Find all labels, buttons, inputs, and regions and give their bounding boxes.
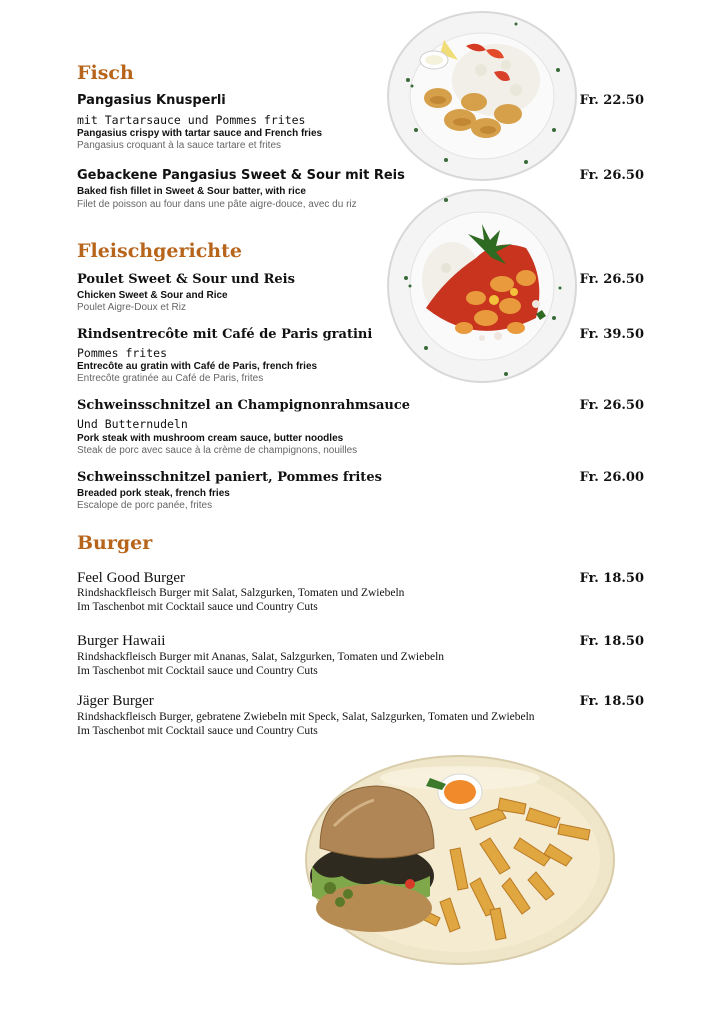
dish-price: Fr. 26.50 (579, 272, 644, 287)
burger-price: Fr. 18.50 (579, 571, 644, 586)
dish-desc-en: Pangasius crispy with tartar sauce and French fries (77, 128, 323, 139)
burger-desc: Rindshackfleisch Burger mit Salat, Salzgurken, Tomaten und Zwiebeln (77, 587, 405, 599)
dish-price: Fr. 26.00 (579, 470, 644, 485)
dish-desc-fr: Poulet Aigre-Doux et Riz (77, 302, 186, 313)
dish-desc-fr: Pangasius croquant à la sauce tartare et frites (77, 140, 282, 151)
dish-name: Gebackene Pangasius Sweet & Sour mit Reis (77, 168, 405, 183)
dish-desc-fr: Entrecôte gratinée au Café de Paris, frites (77, 373, 264, 384)
burger-price: Fr. 18.50 (579, 694, 644, 709)
pangasius-plate-photo (386, 10, 578, 182)
section-title-burger: Burger (77, 532, 153, 554)
burger-name: Jäger Burger (77, 693, 154, 709)
dish-name: Rindsentrecôte mit Café de Paris gratini (77, 327, 373, 342)
dish-desc-de: Und Butternudeln (77, 417, 188, 431)
dish-desc-en: Entrecôte au gratin with Café de Paris, french fries (77, 361, 318, 372)
dish-desc-en: Baked fish fillet in Sweet & Sour batter, with rice (77, 186, 306, 197)
dish-desc-de: Pommes frites (77, 346, 168, 360)
dish-name: Schweinsschnitzel an Champignonrahmsauce (77, 398, 411, 413)
burger-plate-photo (300, 748, 618, 970)
sweet-sour-plate-photo (386, 188, 578, 384)
dish-desc-en: Breaded pork steak, french fries (77, 488, 230, 499)
dish-price: Fr. 26.50 (579, 398, 644, 413)
dish-price: Fr. 22.50 (579, 93, 644, 108)
dish-name: Pangasius Knusperli (77, 93, 226, 108)
dish-desc-de: mit Tartarsauce und Pommes frites (77, 113, 306, 127)
burger-name: Burger Hawaii (77, 633, 166, 649)
section-title-fisch: Fisch (77, 62, 134, 84)
dish-desc-fr: Filet de poisson au four dans une pâte aigre-douce, avec du riz (77, 199, 357, 210)
dish-desc-fr: Escalope de porc panée, frites (77, 500, 213, 511)
dish-desc-en: Pork steak with mushroom cream sauce, butter noodles (77, 433, 344, 444)
burger-desc: Im Taschenbot mit Cocktail sauce und Country Cuts (77, 601, 318, 613)
burger-desc: Im Taschenbot mit Cocktail sauce und Country Cuts (77, 665, 318, 677)
burger-desc: Im Taschenbot mit Cocktail sauce und Country Cuts (77, 725, 318, 737)
dish-name: Poulet Sweet & Sour und Reis (77, 272, 295, 287)
dish-name: Schweinsschnitzel paniert, Pommes frites (77, 470, 382, 485)
dish-price: Fr. 26.50 (579, 168, 644, 183)
burger-desc: Rindshackfleisch Burger, gebratene Zwiebeln mit Speck, Salat, Salzgurken, Tomaten und Zwiebeln (77, 711, 535, 723)
burger-price: Fr. 18.50 (579, 634, 644, 649)
section-title-fleischgerichte: Fleischgerichte (77, 240, 242, 262)
dish-desc-en: Chicken Sweet & Sour and Rice (77, 290, 228, 301)
dish-price: Fr. 39.50 (579, 327, 644, 342)
burger-name: Feel Good Burger (77, 570, 186, 586)
dish-desc-fr: Steak de porc avec sauce à la crème de champignons, nouilles (77, 445, 358, 456)
burger-desc: Rindshackfleisch Burger mit Ananas, Salat, Salzgurken, Tomaten und Zwiebeln (77, 651, 445, 663)
